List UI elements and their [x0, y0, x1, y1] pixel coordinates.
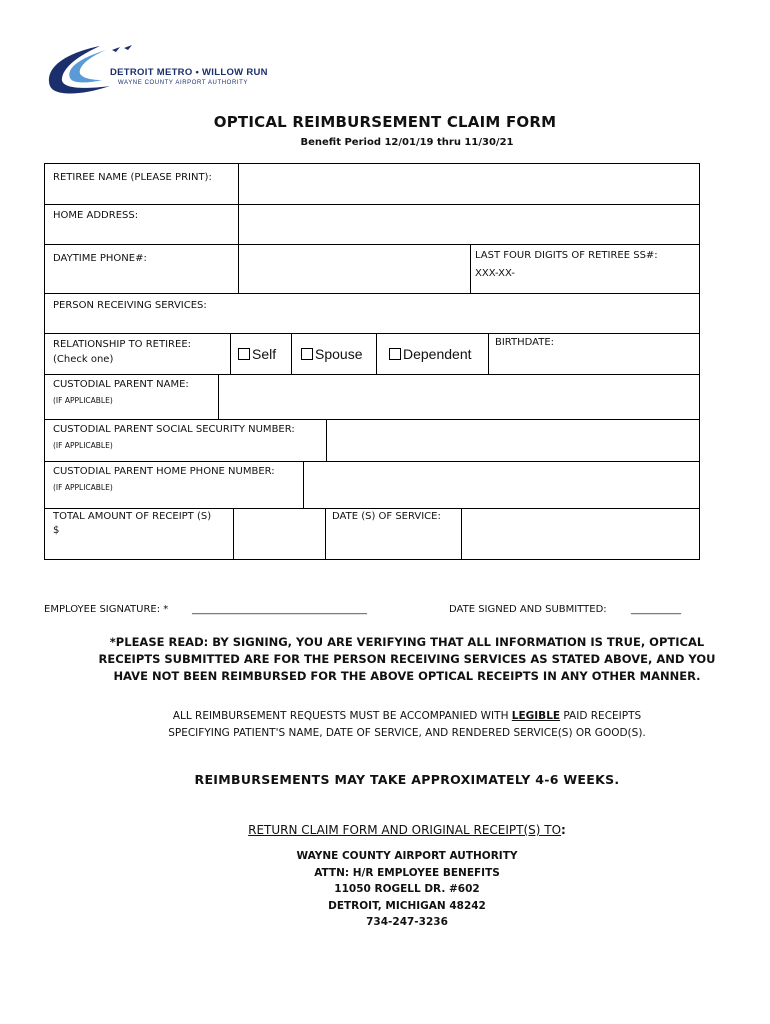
col-divider [291, 333, 292, 374]
row-divider [45, 333, 699, 334]
date-service-label: DATE (S) OF SERVICE: [332, 511, 441, 522]
checkbox-icon [389, 348, 401, 360]
employee-signature-line[interactable]: ___________________________________ [192, 604, 367, 615]
receipts-note-line2: SPECIFYING PATIENT'S NAME, DATE OF SERVICE, AND RENDERED SERVICE(S) OR GOOD(S). [168, 727, 646, 739]
logo-text: DETROIT METRO • WILLOW RUN [110, 67, 268, 78]
home-address-field[interactable] [239, 205, 700, 244]
return-colon: : [561, 823, 566, 837]
custodial-name-field[interactable] [219, 375, 700, 419]
birthdate-label: BIRTHDATE: [495, 337, 555, 348]
dependent-label: Dependent [403, 346, 472, 362]
retiree-name-label: RETIREE NAME (PLEASE PRINT): [53, 172, 212, 183]
date-service-field[interactable] [462, 509, 700, 560]
check-one-label: (Check one) [53, 354, 114, 365]
address-line: ATTN: H/R EMPLOYEE BENEFITS [314, 866, 500, 879]
note-text: ALL REIMBURSEMENT REQUESTS MUST BE ACCOMPANIED WITH [172, 710, 512, 722]
person-receiving-field[interactable] [239, 294, 700, 333]
return-heading [0, 823, 770, 837]
col-divider [325, 508, 326, 560]
claim-form-table [44, 163, 700, 560]
checkbox-icon [238, 348, 250, 360]
date-signed-line[interactable]: __________ [631, 604, 681, 615]
col-divider [488, 333, 489, 374]
reimbursement-time-notice: REIMBURSEMENTS MAY TAKE APPROXIMATELY 4-6 WEEKS. [194, 772, 620, 787]
person-receiving-label: PERSON RECEIVING SERVICES: [53, 300, 207, 311]
relationship-label: RELATIONSHIP TO RETIREE: [53, 339, 192, 350]
if-applicable-note: (IF APPLICABLE) [53, 441, 113, 450]
custodial-phone-field[interactable] [304, 462, 700, 508]
logo-subtext: WAYNE COUNTY AIRPORT AUTHORITY [118, 80, 249, 86]
custodial-ssn-field[interactable] [327, 420, 700, 461]
self-checkbox[interactable] [238, 346, 276, 362]
address-line: 11050 ROGELL DR. #602 [334, 883, 480, 895]
retiree-name-field[interactable] [239, 165, 700, 204]
date-signed-label: DATE SIGNED AND SUBMITTED: [449, 604, 607, 615]
receipts-note [0, 708, 770, 742]
notice-line: *PLEASE READ: BY SIGNING, YOU ARE VERIFYING THAT ALL INFORMATION IS TRUE, OPTICAL [109, 635, 705, 649]
daytime-phone-label: DAYTIME PHONE#: [53, 253, 147, 264]
dollar-sign: $ [53, 525, 60, 536]
total-amount-field[interactable] [234, 509, 325, 560]
address-line: DETROIT, MICHIGAN 48242 [328, 899, 486, 912]
receipts-note-line1 [0, 708, 770, 725]
custodial-phone-label: CUSTODIAL PARENT HOME PHONE NUMBER: [53, 466, 275, 477]
employee-signature-label: EMPLOYEE SIGNATURE: * [44, 604, 169, 615]
spouse-label: Spouse [315, 346, 363, 362]
address-line: WAYNE COUNTY AIRPORT AUTHORITY [296, 850, 518, 862]
benefit-period: Benefit Period 12/01/19 thru 11/30/21 [300, 137, 514, 148]
ss-value[interactable]: XXX-XX- [475, 268, 515, 279]
if-applicable-note: (IF APPLICABLE) [53, 483, 113, 492]
notice-line: RECEIPTS SUBMITTED ARE FOR THE PERSON RECEIVING SERVICES AS STATED ABOVE, AND YOU [98, 652, 716, 666]
spouse-checkbox[interactable] [301, 346, 362, 362]
legible-emphasis: LEGIBLE [511, 710, 561, 722]
mailing-address [0, 848, 770, 931]
self-label: Self [252, 346, 277, 362]
note-text: PAID RECEIPTS [560, 710, 642, 722]
total-amount-label: TOTAL AMOUNT OF RECEIPT (S) [53, 511, 212, 522]
form-title: OPTICAL REIMBURSEMENT CLAIM FORM [213, 113, 557, 131]
dependent-checkbox[interactable] [389, 346, 472, 362]
checkbox-icon [301, 348, 313, 360]
please-read-notice [0, 634, 770, 685]
custodial-ssn-label: CUSTODIAL PARENT SOCIAL SECURITY NUMBER: [53, 424, 295, 435]
col-divider [470, 244, 471, 293]
col-divider [230, 333, 231, 374]
if-applicable-note: (IF APPLICABLE) [53, 396, 113, 405]
custodial-name-label: CUSTODIAL PARENT NAME: [53, 379, 189, 390]
daytime-phone-field[interactable] [239, 245, 470, 293]
col-divider [376, 333, 377, 374]
home-address-label: HOME ADDRESS: [53, 210, 139, 221]
phone-number: 734-247-3236 [366, 916, 448, 928]
notice-line: HAVE NOT BEEN REIMBURSED FOR THE ABOVE OPTICAL RECEIPTS IN ANY OTHER MANNER. [113, 669, 701, 683]
last-four-ss-label: LAST FOUR DIGITS OF RETIREE SS#: [475, 250, 658, 261]
return-label: RETURN CLAIM FORM AND ORIGINAL RECEIPT(S) TO [248, 823, 562, 837]
